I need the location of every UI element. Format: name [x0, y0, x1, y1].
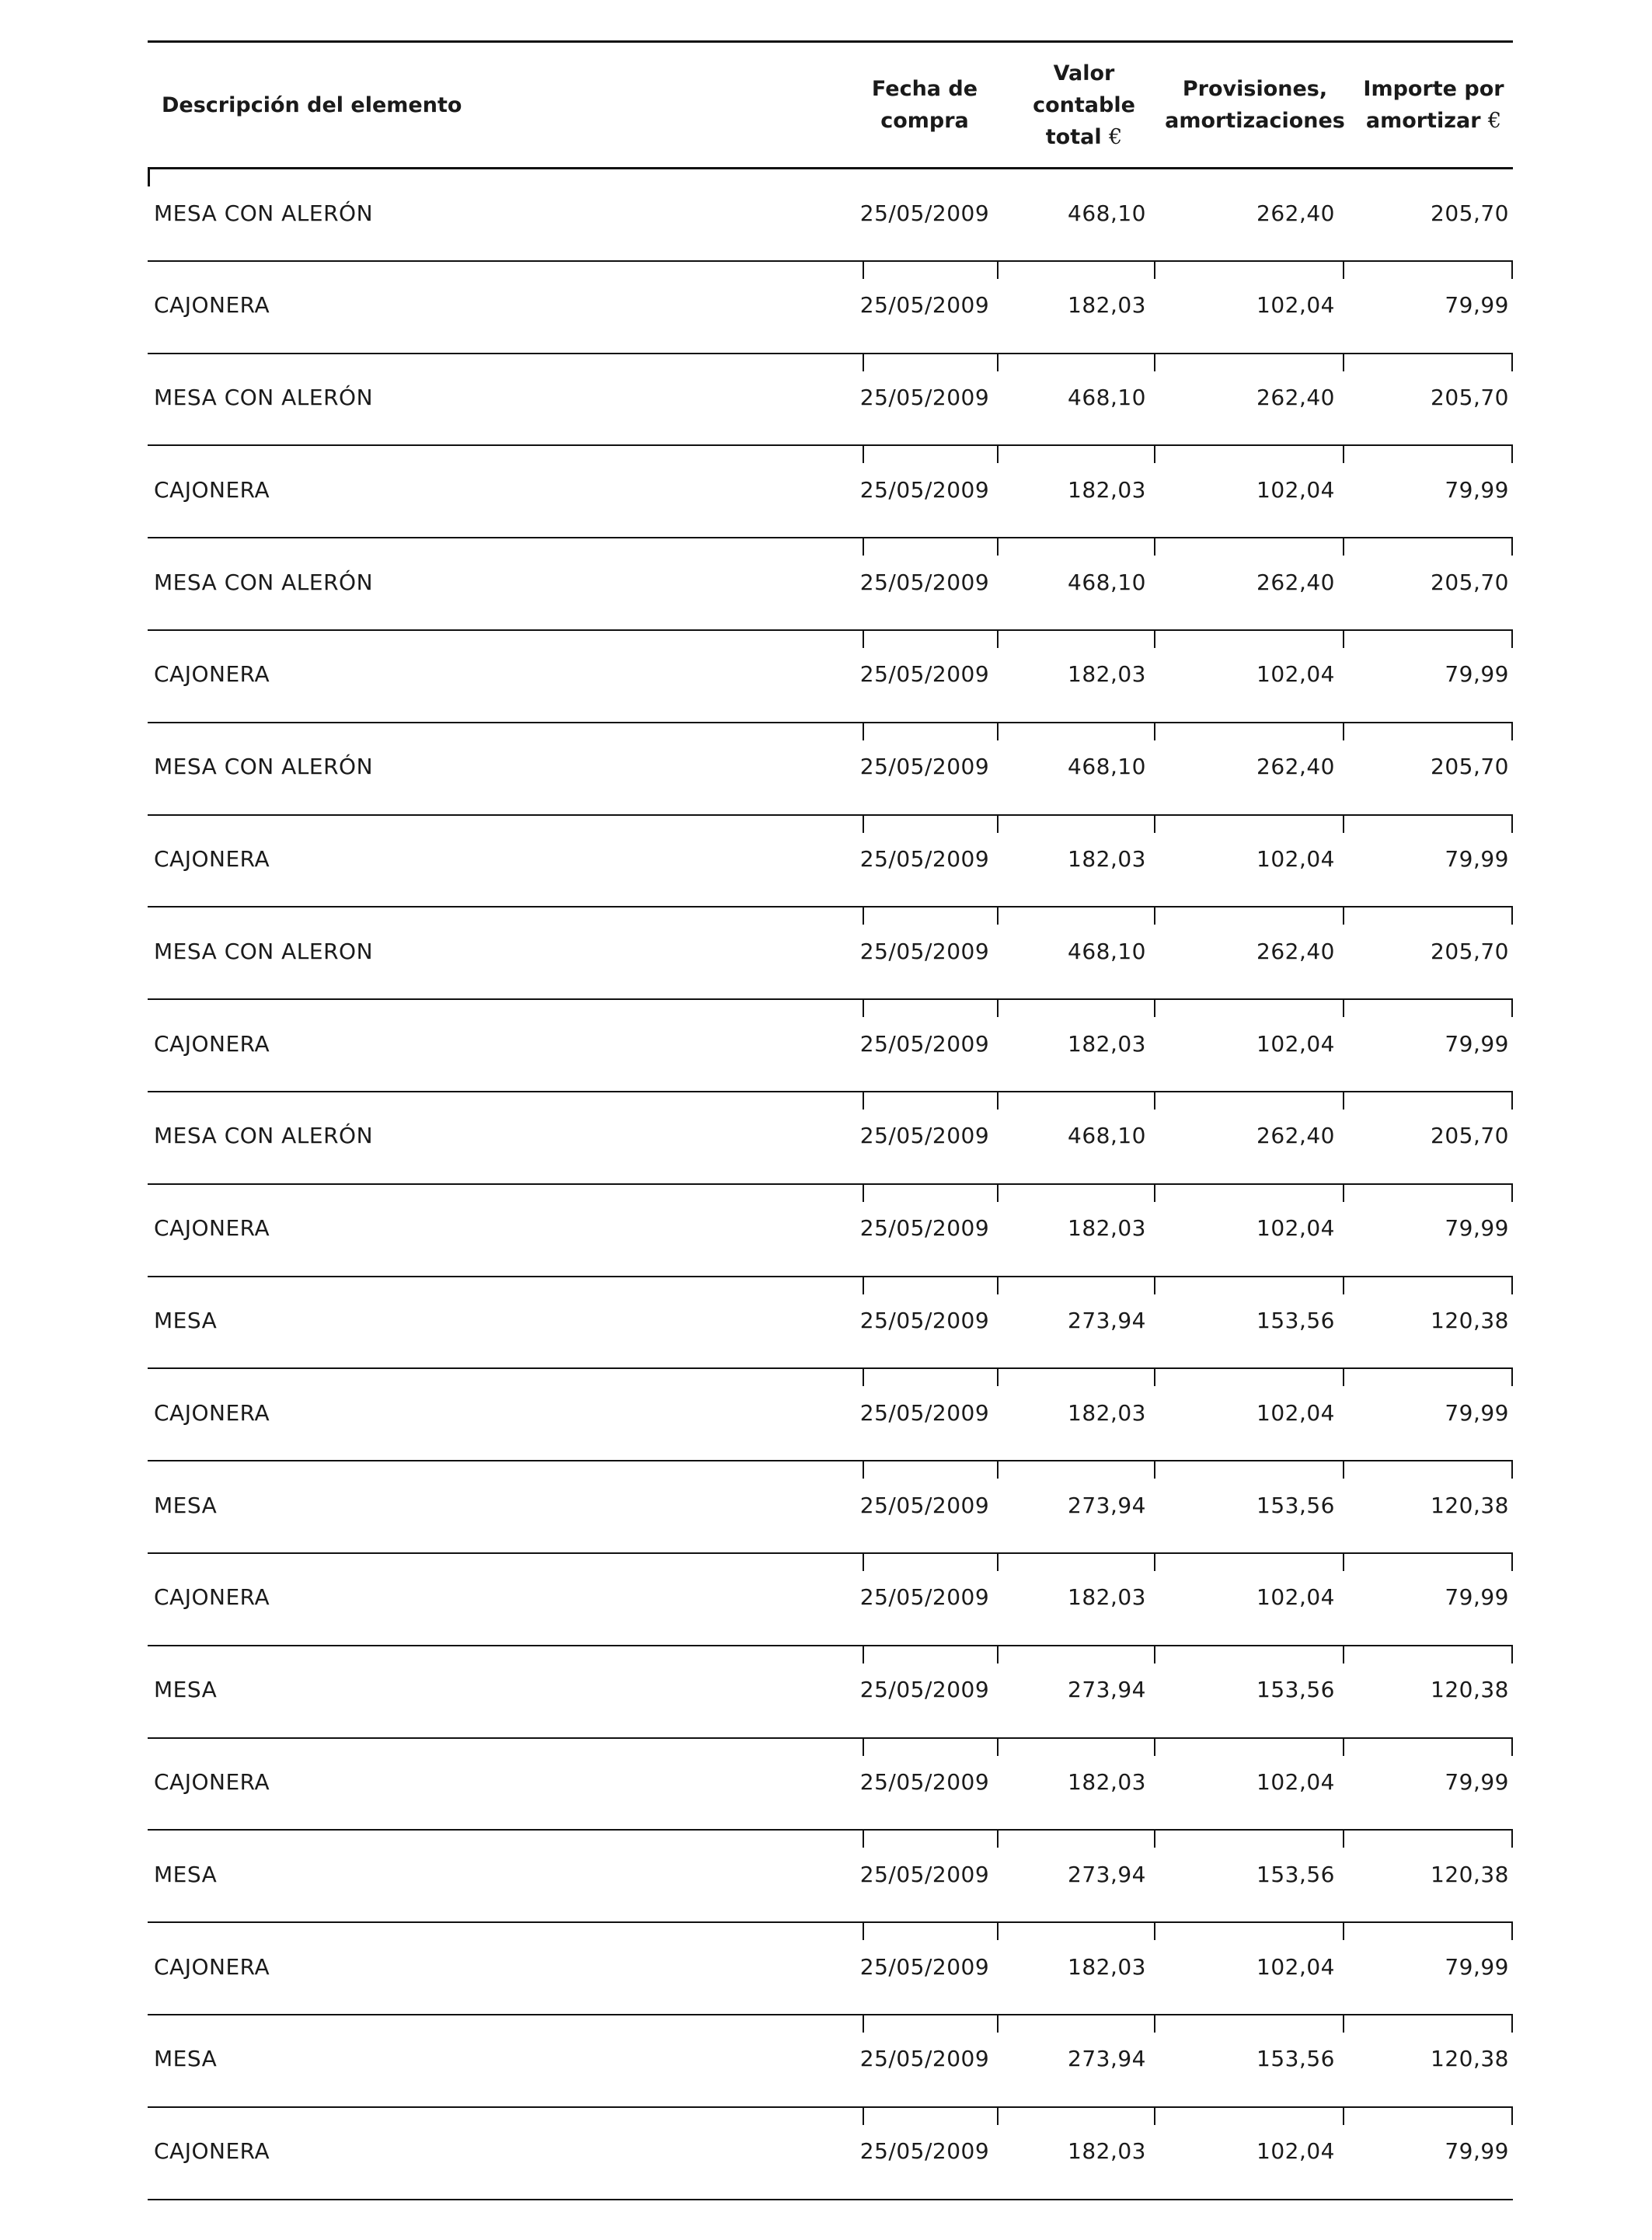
cell-fecha: 25/05/2009	[859, 385, 990, 411]
table-row	[148, 1000, 1513, 1092]
cell-descripcion: CAJONERA	[154, 1215, 270, 1242]
table-row	[148, 2108, 1513, 2200]
table-row	[148, 1923, 1513, 2015]
cell-importe: 79,99	[1445, 846, 1509, 873]
table-row	[148, 2015, 1513, 2108]
cell-valor: 182,03	[1068, 1953, 1146, 1980]
cell-fecha: 25/05/2009	[859, 1215, 990, 1242]
cell-descripcion: MESA CON ALERÓN	[154, 200, 374, 226]
cell-importe: 79,99	[1445, 661, 1509, 688]
cell-provisiones: 102,04	[1256, 661, 1335, 688]
column-tick	[1511, 262, 1513, 279]
table-row	[148, 538, 1513, 631]
table-row	[148, 1277, 1513, 1370]
cell-descripcion: MESA	[154, 1308, 218, 1334]
cell-importe: 120,38	[1431, 1308, 1509, 1334]
cell-importe: 79,99	[1445, 1399, 1509, 1426]
header-fecha: Fecha de compra	[871, 77, 978, 133]
cell-descripcion: MESA CON ALERÓN	[154, 569, 374, 595]
cell-importe: 120,38	[1431, 1492, 1509, 1518]
table-row	[148, 354, 1513, 447]
cell-provisiones: 102,04	[1256, 476, 1335, 503]
table-row	[148, 816, 1513, 908]
column-tick	[1511, 2015, 1513, 2033]
column-tick	[1511, 446, 1513, 463]
cell-valor: 182,03	[1068, 661, 1146, 688]
cell-provisiones: 102,04	[1256, 1769, 1335, 1796]
cell-valor: 468,10	[1068, 938, 1146, 964]
column-tick	[1511, 1369, 1513, 1386]
cell-valor: 273,94	[1068, 1677, 1146, 1703]
cell-fecha: 25/05/2009	[859, 2046, 990, 2072]
cell-valor: 182,03	[1068, 1769, 1146, 1796]
cell-provisiones: 102,04	[1256, 1215, 1335, 1242]
column-tick	[1511, 538, 1513, 556]
cell-descripcion: MESA CON ALERÓN	[154, 1123, 374, 1149]
table-row	[148, 1369, 1513, 1461]
cell-descripcion: CAJONERA	[154, 1953, 270, 1980]
cell-provisiones: 262,40	[1256, 200, 1335, 226]
table-row	[148, 1831, 1513, 1923]
cell-descripcion: CAJONERA	[154, 1769, 270, 1796]
cell-provisiones: 102,04	[1256, 846, 1335, 873]
column-tick	[1511, 1739, 1513, 1756]
cell-fecha: 25/05/2009	[859, 938, 990, 964]
table-row	[148, 169, 1513, 262]
cell-valor: 468,10	[1068, 754, 1146, 780]
cell-descripcion: MESA	[154, 1677, 218, 1703]
cell-fecha: 25/05/2009	[859, 661, 990, 688]
cell-importe: 120,38	[1431, 1677, 1509, 1703]
cell-descripcion: CAJONERA	[154, 661, 270, 688]
cell-provisiones: 262,40	[1256, 1123, 1335, 1149]
cell-provisiones: 153,56	[1256, 1492, 1335, 1518]
table-row	[148, 907, 1513, 1000]
column-tick	[1511, 723, 1513, 740]
table-row	[148, 1554, 1513, 1646]
table-body	[148, 169, 1513, 2200]
cell-importe: 205,70	[1431, 569, 1509, 595]
cell-descripcion: MESA	[154, 1861, 218, 1887]
cell-provisiones: 262,40	[1256, 569, 1335, 595]
cell-importe: 79,99	[1445, 1769, 1509, 1796]
cell-importe: 205,70	[1431, 938, 1509, 964]
table-row	[148, 1185, 1513, 1277]
cell-fecha: 25/05/2009	[859, 1861, 990, 1887]
euro-symbol: €	[1109, 124, 1123, 149]
row-corner-mark	[148, 169, 150, 186]
cell-provisiones: 153,56	[1256, 2046, 1335, 2072]
table-header	[148, 43, 1513, 169]
cell-importe: 205,70	[1431, 754, 1509, 780]
cell-valor: 182,03	[1068, 292, 1146, 319]
column-tick	[1511, 2108, 1513, 2125]
column-tick	[1511, 1277, 1513, 1294]
cell-valor: 273,94	[1068, 1492, 1146, 1518]
cell-descripcion: CAJONERA	[154, 292, 270, 319]
cell-valor: 182,03	[1068, 1399, 1146, 1426]
column-tick	[1511, 1646, 1513, 1663]
cell-provisiones: 102,04	[1256, 1953, 1335, 1980]
cell-valor: 182,03	[1068, 1584, 1146, 1611]
cell-importe: 79,99	[1445, 2138, 1509, 2165]
cell-valor: 182,03	[1068, 1030, 1146, 1057]
cell-fecha: 25/05/2009	[859, 1123, 990, 1149]
column-tick	[1511, 1092, 1513, 1110]
cell-valor: 182,03	[1068, 846, 1146, 873]
cell-provisiones: 153,56	[1256, 1677, 1335, 1703]
cell-descripcion: CAJONERA	[154, 476, 270, 503]
cell-fecha: 25/05/2009	[859, 1584, 990, 1611]
table-row	[148, 1461, 1513, 1554]
cell-fecha: 25/05/2009	[859, 2138, 990, 2165]
cell-importe: 120,38	[1431, 1861, 1509, 1887]
cell-provisiones: 102,04	[1256, 1399, 1335, 1426]
cell-provisiones: 102,04	[1256, 1030, 1335, 1057]
cell-fecha: 25/05/2009	[859, 1953, 990, 1980]
cell-valor: 273,94	[1068, 1308, 1146, 1334]
cell-importe: 79,99	[1445, 476, 1509, 503]
column-tick	[1511, 1185, 1513, 1202]
cell-fecha: 25/05/2009	[859, 1308, 990, 1334]
header-valor: Valor contable total €	[1033, 61, 1135, 149]
cell-valor: 468,10	[1068, 385, 1146, 411]
cell-fecha: 25/05/2009	[859, 1492, 990, 1518]
column-tick	[1511, 1461, 1513, 1479]
cell-provisiones: 102,04	[1256, 292, 1335, 319]
cell-valor: 182,03	[1068, 2138, 1146, 2165]
cell-provisiones: 262,40	[1256, 385, 1335, 411]
column-tick	[1511, 1554, 1513, 1571]
cell-importe: 79,99	[1445, 1584, 1509, 1611]
cell-importe: 79,99	[1445, 1030, 1509, 1057]
cell-fecha: 25/05/2009	[859, 1030, 990, 1057]
cell-valor: 468,10	[1068, 200, 1146, 226]
cell-valor: 182,03	[1068, 476, 1146, 503]
cell-importe: 79,99	[1445, 1215, 1509, 1242]
cell-importe: 205,70	[1431, 1123, 1509, 1149]
cell-fecha: 25/05/2009	[859, 476, 990, 503]
cell-descripcion: CAJONERA	[154, 846, 270, 873]
table-row	[148, 631, 1513, 723]
column-tick	[1511, 631, 1513, 648]
cell-descripcion: MESA CON ALERON	[154, 938, 374, 964]
cell-provisiones: 102,04	[1256, 2138, 1335, 2165]
cell-fecha: 25/05/2009	[859, 200, 990, 226]
header-descripcion: Descripción del elemento	[162, 92, 462, 117]
cell-valor: 273,94	[1068, 1861, 1146, 1887]
cell-provisiones: 153,56	[1256, 1308, 1335, 1334]
cell-descripcion: MESA	[154, 1492, 218, 1518]
cell-fecha: 25/05/2009	[859, 1769, 990, 1796]
cell-fecha: 25/05/2009	[859, 569, 990, 595]
cell-importe: 79,99	[1445, 1953, 1509, 1980]
cell-provisiones: 153,56	[1256, 1861, 1335, 1887]
cell-descripcion: MESA CON ALERÓN	[154, 754, 374, 780]
cell-fecha: 25/05/2009	[859, 754, 990, 780]
table-row	[148, 446, 1513, 538]
asset-table	[148, 40, 1513, 2200]
cell-valor: 182,03	[1068, 1215, 1146, 1242]
cell-descripcion: CAJONERA	[154, 2138, 270, 2165]
header-provisiones: Provisiones, amortizaciones	[1165, 77, 1345, 133]
cell-fecha: 25/05/2009	[859, 1399, 990, 1426]
table-row	[148, 1739, 1513, 1831]
cell-descripcion: MESA	[154, 2046, 218, 2072]
cell-fecha: 25/05/2009	[859, 1677, 990, 1703]
cell-valor: 468,10	[1068, 569, 1146, 595]
table-row	[148, 1646, 1513, 1739]
cell-descripcion: CAJONERA	[154, 1584, 270, 1611]
cell-provisiones: 262,40	[1256, 938, 1335, 964]
table-row	[148, 1092, 1513, 1185]
cell-importe: 205,70	[1431, 385, 1509, 411]
cell-descripcion: MESA CON ALERÓN	[154, 385, 374, 411]
cell-descripcion: CAJONERA	[154, 1399, 270, 1426]
column-tick	[1511, 354, 1513, 371]
cell-fecha: 25/05/2009	[859, 292, 990, 319]
euro-symbol: €	[1487, 109, 1502, 133]
cell-provisiones: 262,40	[1256, 754, 1335, 780]
cell-importe: 205,70	[1431, 200, 1509, 226]
cell-valor: 273,94	[1068, 2046, 1146, 2072]
column-tick	[1511, 816, 1513, 833]
cell-importe: 120,38	[1431, 2046, 1509, 2072]
cell-descripcion: CAJONERA	[154, 1030, 270, 1057]
cell-valor: 468,10	[1068, 1123, 1146, 1149]
table-row	[148, 262, 1513, 354]
cell-fecha: 25/05/2009	[859, 846, 990, 873]
column-tick	[1511, 1000, 1513, 1017]
column-tick	[1511, 1923, 1513, 1940]
header-importe: Importe por amortizar €	[1363, 77, 1504, 133]
column-tick	[1511, 1831, 1513, 1848]
column-tick	[1511, 907, 1513, 925]
cell-importe: 79,99	[1445, 292, 1509, 319]
cell-provisiones: 102,04	[1256, 1584, 1335, 1611]
table-row	[148, 723, 1513, 816]
